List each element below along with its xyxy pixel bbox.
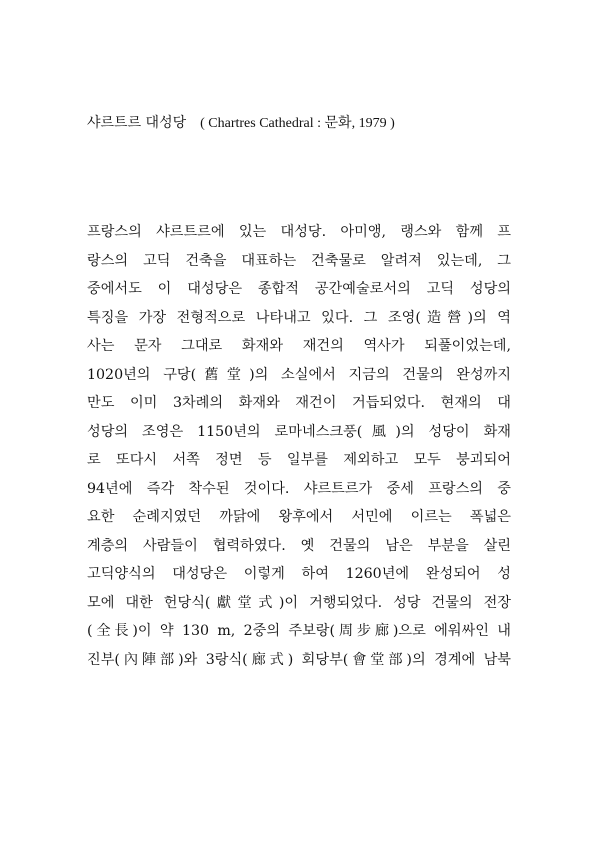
- text-line: 계층의 사람들이 협력하였다. 옛 건물의 남은 부분을 살린: [87, 537, 511, 554]
- text-line: 만도 이미 3차례의 화재와 재건이 거듭되었다. 현재의 대: [87, 395, 511, 411]
- body-paragraph: [87, 218, 511, 674]
- text-line: 로 또다시 서쪽 정면 등 일부를 제외하고 모두 붕괴되어: [87, 452, 511, 468]
- text-line: 요한 순례지였던 까닭에 왕후에서 서민에 이르는 폭넓은: [87, 509, 511, 525]
- title-english: ( Chartres Cathedral : 문화, 1979 ): [200, 116, 395, 131]
- title-korean: 샤르트르 대성당: [87, 115, 187, 131]
- text-line: 사는 문자 그대로 화재와 재건의 역사가 되풀이었는데,: [87, 338, 511, 354]
- text-line: 프랑스의 샤르트르에 있는 대성당. 아미앵, 랭스와 함께 프: [87, 224, 511, 240]
- text-line: 특징을 가장 전형적으로 나타내고 있다. 그 조영(造營)의 역: [87, 309, 511, 326]
- text-line: 고딕양식의 대성당은 이렇게 하여 1260년에 완성되어 성: [87, 566, 511, 582]
- text-line: 모에 대한 헌당식(獻堂式)이 거행되었다. 성당 건물의 전장: [87, 594, 511, 611]
- text-line: 중에서도 이 대성당은 종합적 공간예술로서의 고딕 성당의: [87, 281, 511, 297]
- text-line: 진부(內陣部)와 3랑식(廊式) 회당부(會堂部)의 경계에 남북: [87, 651, 511, 668]
- text-line: 1020년의 구당(舊堂)의 소실에서 지금의 건물의 완성까지: [87, 366, 511, 383]
- document-title: [87, 114, 395, 133]
- text-line: 94년에 즉각 착수된 것이다. 샤르트르가 중세 프랑스의 중: [87, 480, 511, 497]
- text-line: 성당의 조영은 1150년의 로마네스크풍(風)의 성당이 화재: [87, 423, 511, 440]
- text-line: (全長)이 약 130 m, 2중의 주보랑(周步廊)으로 에워싸인 내: [87, 623, 511, 639]
- text-line: 랑스의 고딕 건축을 대표하는 건축물로 알려져 있는데, 그: [87, 252, 511, 269]
